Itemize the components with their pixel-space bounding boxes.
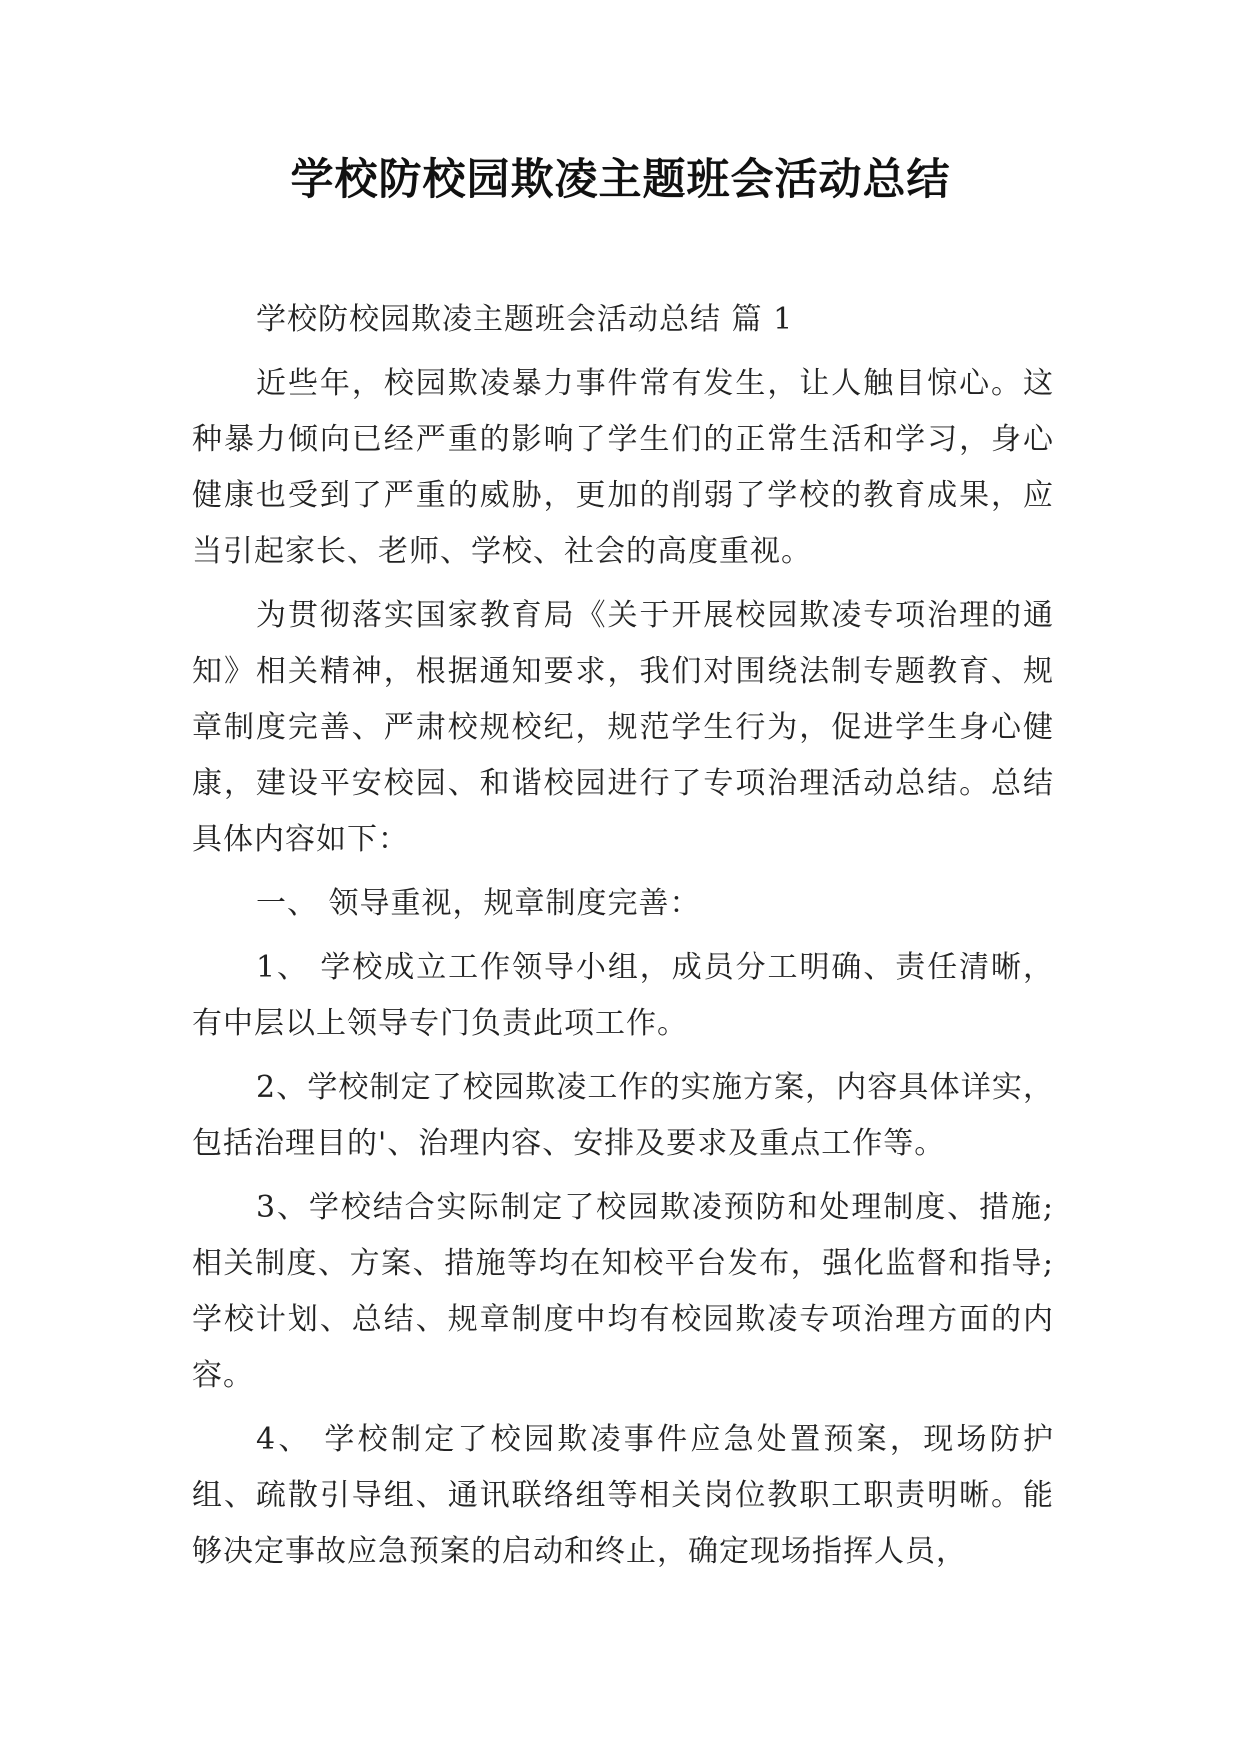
document-title: 学校防校园欺凌主题班会活动总结 [290,155,951,205]
list-item: 3、学校结合实际制定了校园欺凌预防和处理制度、措施;相关制度、方案、措施等均在知校平台发布，强化监督和指导;学校计划、总结、规章制度中均有校园欺凌专项治理方面的内容。 [192,1190,1054,1393]
paragraph: 近些年，校园欺凌暴力事件常有发生，让人触目惊心。这种暴力倾向已经严重的影响了学生们的正常生活和学习，身心健康也受到了严重的威胁，更加的削弱了学校的教育成果，应当引起家长、老师、学校、社会的高度重视。 [192,366,1054,569]
list-item: 1、 学校成立工作领导小组，成员分工明确、责任清晰，有中层以上领导专门负责此项工作。 [192,950,1054,1041]
list-item: 2、学校制定了校园欺凌工作的实施方案，内容具体详实，包括治理目的'、治理内容、安排及要求及重点工作等。 [192,1070,1054,1161]
document-body [192,292,1054,1588]
paragraph: 为贯彻落实国家教育局《关于开展校园欺凌专项治理的通知》相关精神，根据通知要求，我们对围绕法制专题教育、规章制度完善、严肃校规校纪，规范学生行为，促进学生身心健康，建设平安校园、和谐校园进行了专项治理活动总结。总结具体内容如下： [192,598,1054,857]
list-item: 4、 学校制定了校园欺凌事件应急处置预案，现场防护组、疏散引导组、通讯联络组等相关岗位教职工职责明晰。能够决定事故应急预案的启动和终止，确定现场指挥人员， [192,1422,1054,1569]
section-heading: 学校防校园欺凌主题班会活动总结 篇 1 [256,302,794,337]
list-heading: 一、 领导重视，规章制度完善： [256,886,701,921]
